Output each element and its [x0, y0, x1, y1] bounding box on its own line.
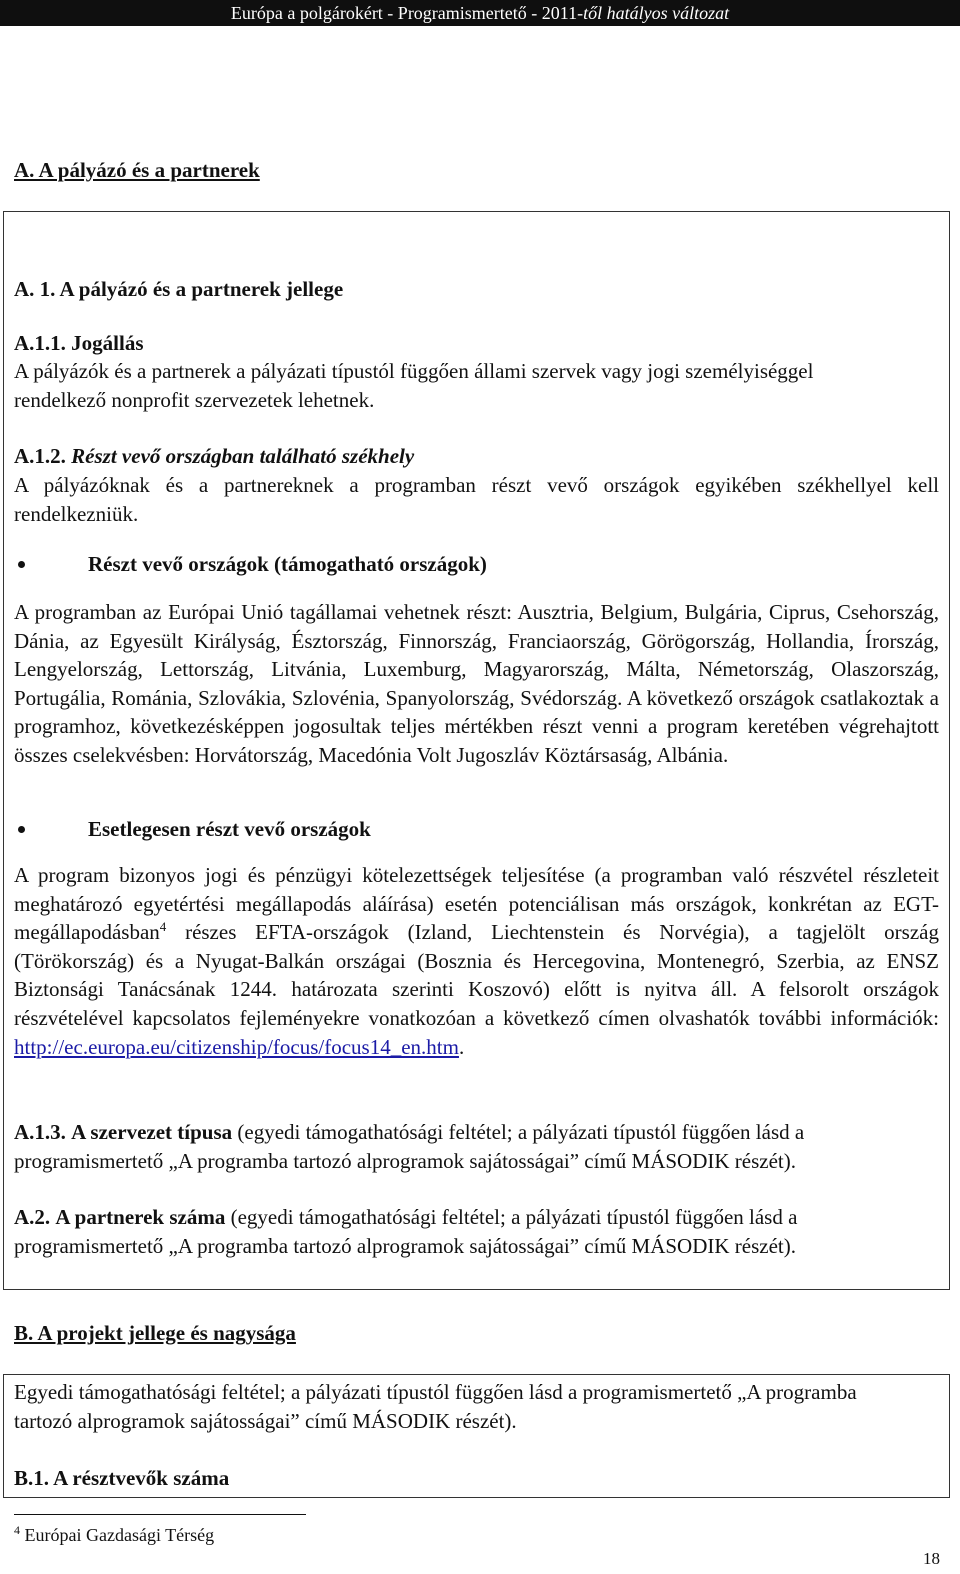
a2-text: (egyedi támogathatósági feltétel; a pályázati típustól függően lásd a programismertető „A programba tartozó alprogramok sajátosságai” című MÁSODIK részét). — [14, 1205, 798, 1258]
section-b-text: Egyedi támogathatósági feltétel; a pályázati típustól függően lásd a programismertető „A programba tartozó alprogramok sajátosságai” című MÁSODIK részét). — [14, 1380, 857, 1433]
a12-text: A pályázóknak és a partnereknek a programban részt vevő országok egyikében székhellyel kell rendelkezniük. — [14, 473, 939, 526]
bullet1-text: A programban az Európai Unió tagállamai vehetnek részt: Ausztria, Belgium, Bulgária, Ciprus, Csehország, Dánia, az Egyesült Királyság, Észtország, Finnország, Franciaország, Görögország, Hollandia, Írország, Lengyelország, Lettország, Litvánia, Luxemburg, Magyarország, Málta, Németország, Olaszország, Portugália, Románia, Szlovákia, Szlovénia, Spanyolország, Svédország. A következő országok csatlakoztak a programhoz, következésképpen jogosultak teljes mértékben részt venni a program keretében végrehajtott összes cselekvésben: Horvátország, Macedónia Volt Jugoszláv Köztársaság, Albánia. — [14, 600, 939, 767]
footnote-text: Európai Gazdasági Térség — [20, 1525, 215, 1545]
a13-title: A szervezet típusa — [71, 1120, 233, 1144]
header-text-italic: től hatályos változat — [583, 3, 730, 23]
footnote-number: 4 — [14, 1523, 20, 1537]
bullet2-text-after: részes EFTA-országok (Izland, Liechtenstein és Norvégia), a tagjelölt ország (Törökország) és a Nyugat-Balkán országai (Bosznia és Hercegovina, Montenegró, Szerbia, az ENSZ Biztonsági Tanácsának 1244. határozata szerinti Koszovó) előtt is nyitva áll. A felsorolt országok részvételével kapcsolatos fejleményekre vonatkozóan a következő címen olvashatók további információk: — [14, 920, 939, 1030]
a2-number: A.2. — [14, 1205, 51, 1229]
footnote-ref: 4 — [159, 919, 167, 935]
a2-title: A partnerek száma — [55, 1205, 226, 1229]
bullet2-text — [14, 861, 939, 1061]
page-number: 18 — [923, 1549, 940, 1568]
bullet2-link-after: . — [458, 1034, 465, 1059]
document-header — [0, 0, 960, 26]
a11-title: A.1.1. Jogállás — [14, 331, 144, 355]
a12-title: Részt vevő országban található székhely — [71, 444, 415, 468]
section-a-title: A. A pályázó és a partnerek — [14, 158, 260, 182]
section-b-title: B. A projekt jellege és nagysága — [14, 1321, 296, 1345]
bullet2-title: Esetlegesen részt vevő országok — [88, 817, 371, 841]
a13-number: A.1.3. — [14, 1120, 66, 1144]
bullet-icon — [18, 826, 25, 833]
footnote-divider — [14, 1514, 306, 1515]
footnote — [14, 1524, 214, 1546]
bullet2-text-before: A program bizonyos jogi és pénzügyi kötelezettségek teljesítése (a programban való részvétel részleteit meghatározó egyetértési megállapodás aláírása) esetén potenciálisan más országok, konkrétan az EGT-megállapodásban — [14, 863, 939, 945]
a13-paragraph — [14, 1118, 939, 1175]
b1-title: B.1. A résztvevők száma — [14, 1466, 230, 1490]
a13-text: (egyedi támogathatósági feltétel; a pályázati típustól függően lásd a programismertető „A programba tartozó alprogramok sajátosságai” című MÁSODIK részét). — [14, 1120, 805, 1173]
a12-heading — [14, 442, 939, 471]
a2-paragraph — [14, 1203, 939, 1260]
focus-link[interactable]: http://ec.europa.eu/citizenship/focus/focus14_en.htm — [14, 1034, 459, 1059]
bullet1-title: Részt vevő országok (támogatható országok) — [88, 552, 487, 576]
a11-text: A pályázók és a partnerek a pályázati típustól függően állami szervek vagy jogi személyiséggel rendelkező nonprofit szervezetek lehetnek. — [14, 359, 814, 412]
header-text: Európa a polgárokért - Programismertető - 2011- — [230, 3, 584, 23]
a12-number: A.1.2. — [14, 444, 66, 468]
a1-title: A. 1. A pályázó és a partnerek jellege — [14, 277, 344, 301]
bullet-icon — [18, 561, 25, 568]
